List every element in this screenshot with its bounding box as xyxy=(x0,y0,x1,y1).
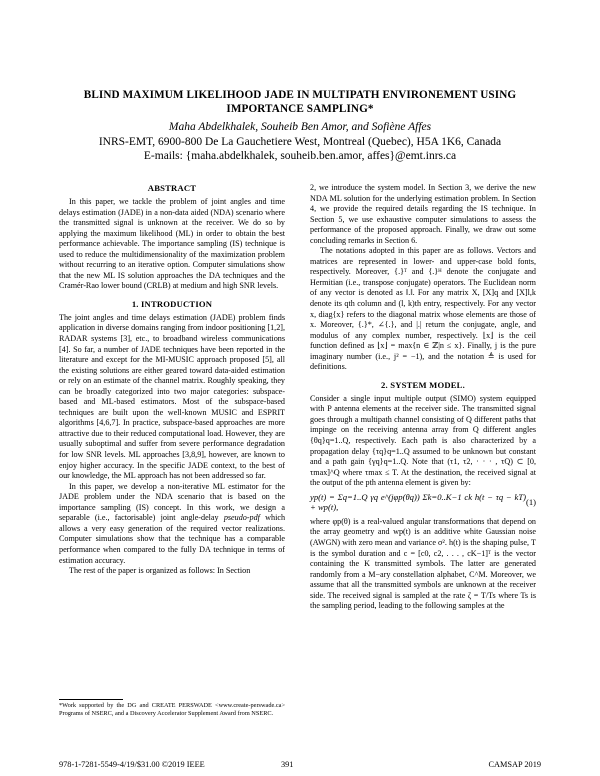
section-outline-paragraph: 2, we introduce the system model. In Section 3, we derive the new NDA ML solution for the underlying estimation problem. In Section 4, we provide the required details regarding the IS technique. In Section 5, we use exhaustive computer simulations to assess the performance of the proposed approach. Finally, we draw out some concluding remarks in Section 6. xyxy=(310,183,536,245)
footnote-rule xyxy=(59,699,123,700)
equation-1-body: yp(t) = Σq=1..Q γq e^(jφp(θq)) Σk=0..K−1 ck h(t − τq − kT) + wp(t), xyxy=(310,491,526,513)
abstract-heading: ABSTRACT xyxy=(147,183,197,193)
author-emails: E-mails: {maha.abdelkhalek, souheib.ben.amor, affes}@emt.inrs.ca xyxy=(143,150,457,163)
intro-p2-post: which allows a very easy generation of the required vector realizations. Computer simulations show that the technique has a comparable performance when compared to the fully DA technique in terms of estimation accuracy. xyxy=(59,513,286,565)
equation-1 xyxy=(310,492,536,513)
author-names: Maha Abdelkhalek, Souheib Ben Amor, and Sofiène Affes xyxy=(168,121,432,133)
introduction-heading: 1. INTRODUCTION xyxy=(131,298,213,309)
footnote: *Work supported by the DG and CREATE PERSWADE <www.create-perswade.ca> Programs of NSERC, and a Discovery Accelerator Supplement Award from NSERC. xyxy=(59,702,285,718)
notation-paragraph: The notations adopted in this paper are as follows. Vectors and matrices are represented in lower- and upper-case bold fonts, respectively. Moreover, {.}ᵀ and {.}ᴴ denote the conjugate and Hermitian (i.e., transpose conjugate) operators. The Euclidean norm of any vector is denoted as ‖.‖. For any matrix X, [X]q and [X]l,k denote its qth column and (l, k)th entry, respectively. For any vector x, diag{x} refers to the diagonal matrix whose elements are those of x. Moreover, {.}*, ∠{.}, and |.| return the conjugate, angle, and modulus of any complex number, respectively. ⌊x⌋ is the ceil function defined as ⌊x⌋ = max{n ∈ ℤ|n ≤ x}. Finally, j is the pure imaginary number (i.e., j² = −1), and the notation ≜ is used for definitions. xyxy=(310,246,536,372)
footer-copyright: 978-1-7281-5549-4/19/$31.00 ©2019 IEEE xyxy=(59,760,205,769)
system-model-heading: 2. SYSTEM MODEL. xyxy=(381,379,465,390)
paper-title: BLIND MAXIMUM LIKELIHOOD JADE IN MULTIPATH ENVIRONEMENT USING IMPORTANCE SAMPLING* xyxy=(83,89,517,115)
intro-paragraph-3: The rest of the paper is organized as follows: In Section xyxy=(69,566,251,576)
right-column xyxy=(310,183,536,612)
intro-p2-pre: In this paper, we develop a non-iterative ML estimator for the JADE problem under the NDA scenario that is based on the importance sampling (IS) concept. In this work, we design a separable (i.e., factorisable) joint angle-delay xyxy=(59,481,285,523)
author-block xyxy=(40,120,560,164)
system-model-paragraph-2: where φp(θ) is a real-valued angular transformations that depend on the array geometry and wp(t) is an additive white Gaussian noise (AWGN) with zero mean and variance σ². h(t) is the shaping pulse, T is the symbol duration and c = [c0, c2, . . . , cK−1]ᵀ is the vector containing the K transmitted symbols. The latter are generated randomly from a M−ary constellation alphabet, C^M. Moreover, we assume that all the transmitted symbols are unknown at the receiver side. The received signal is sampled at the rate ζ = T/Ts where Ts is the sampling period, leading to the following samples at the xyxy=(310,516,536,611)
footer-page-number: 391 xyxy=(281,760,294,769)
abstract-text: In this paper, we tackle the problem of joint angles and time delays estimation (JADE) in a non-data aided (NDA) scenario where the transmitted signal is unknown at the receiver. We do so by applying the maximum likelihood (ML) in order to obtain the best performance achievable. The importance sampling (IS) technique is used to reduce the multidimensionality of the maximization problem without recurring to an iterative option. Computer simulations show that the new ML IS solution approaches the DA techniques and the Cramér-Rao lower bound (CRLB) at medium and high SNR levels. xyxy=(59,197,285,291)
intro-paragraph-1: The joint angles and time delays estimation (JADE) problem finds application in diverse domains ranging from indoor positioning [1,2], RADAR systems [3], etc., to broadband wireless communications [4]. So far, a number of JADE techniques have been reported in the literature and except for the MI-MUSIC approach proposed [5], all the existing solutions are either geared toward data-aided estimation or rely on an estimate of the channel matrix. Roughly speaking, they can be broadly categorized into two major categories: subspace-based and ML-based estimators. Most of the subspace-based techniques are built upon the well-known MUSIC and ESPRIT algorithms [4,6,7]. In practice, subspace-based approaches are more attractive due to their reduced computational load. However, they are usually suboptimal and suffer from severe performance degradation for low SNR levels. ML approaches [3,8,9], however, are known to enjoy higher accuracy. In the specific JADE context, to the best of our knowledge, the ML approach has not been addressed so far. xyxy=(59,312,285,481)
left-column xyxy=(59,183,285,577)
equation-1-number: (1) xyxy=(525,497,536,508)
author-affiliation: INRS-EMT, 6900-800 De La Gauchetiere West, Montreal (Quebec), H5A 1K6, Canada xyxy=(98,135,502,148)
system-model-paragraph-1: Consider a single input multiple output (SIMO) system equipped with P antenna elements at the receiver side. The transmitted signal goes through a multipath channel consisting of Q different paths that impinge on the receiving antenna array from Q different angles {θq}q=1..Q, respectively. Each path is also characterized by a propagation delay {τq}q=1..Q assumed to be unknown but constant and a path gain {γq}q=1..Q. Note that (τ1, τ2, · · · , τQ) ⊂ [0, τmax]^Q where τmax ≤ T. At the destination, the received signal at the output of the pth antenna element is given by: xyxy=(310,393,536,488)
intro-p2-keyword: pseudo-pdf xyxy=(223,513,260,523)
footer-conference: CAMSAP 2019 xyxy=(488,760,541,769)
intro-paragraph-2 xyxy=(59,482,285,566)
